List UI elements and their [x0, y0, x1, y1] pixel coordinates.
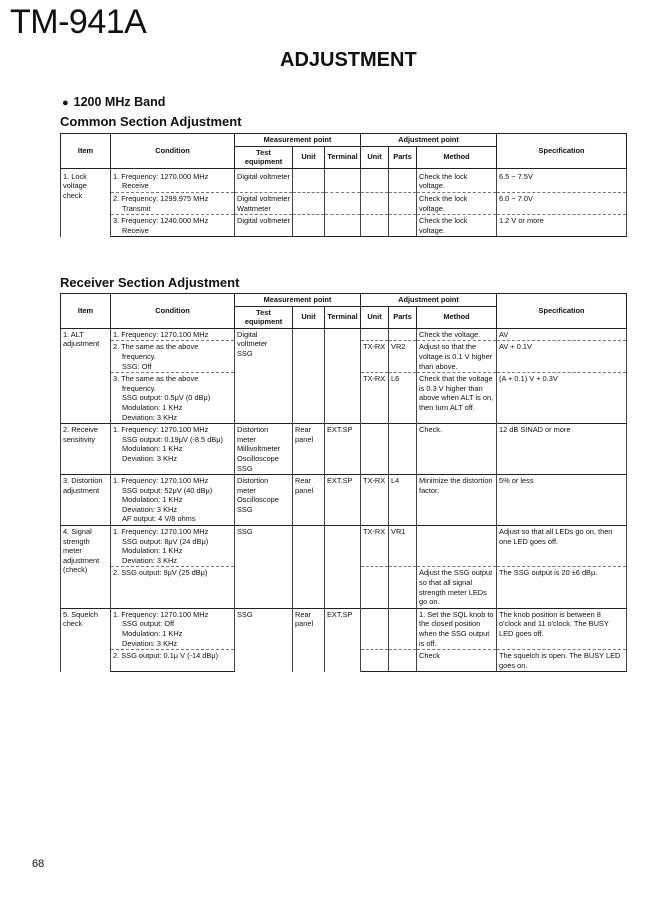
specification-cell: Adjust so that all LEDs go on, then one LED goes off.: [497, 526, 627, 567]
header-adj-unit: Unit: [361, 146, 389, 168]
header-specification: Specification: [497, 134, 627, 169]
specification-cell: 6.5 ~ 7.5V: [497, 168, 627, 192]
parts-cell: L4: [389, 475, 417, 526]
header-measurement-point: Measurement point: [235, 294, 361, 307]
specification-cell: The SSG output is 20 ±6 dBμ.: [497, 567, 627, 608]
header-condition: Condition: [111, 294, 235, 329]
table-row: [61, 608, 627, 649]
header-adjustment-point: Adjustment point: [361, 134, 497, 147]
table-row: [61, 168, 627, 192]
table-row: [61, 475, 627, 526]
header-method: Method: [417, 146, 497, 168]
test-equipment-cell: Distortion meter Oscilloscope SSG: [235, 475, 293, 526]
adj-unit-cell: TX-RX: [361, 526, 389, 567]
header-condition: Condition: [111, 134, 235, 169]
header-specification: Specification: [497, 294, 627, 329]
method-cell: Check the voltage.: [417, 328, 497, 341]
header-measurement-point: Measurement point: [235, 134, 361, 147]
table-row: [61, 192, 627, 214]
specification-cell: 5% or less: [497, 475, 627, 526]
model-name: TM-941A: [10, 3, 147, 41]
band-label-text: 1200 MHz Band: [73, 95, 166, 109]
header-item: Item: [61, 134, 111, 169]
item-cell: 4. Signal strength meter adjustment (check): [61, 526, 111, 609]
header-parts: Parts: [389, 146, 417, 168]
header-terminal: Terminal: [325, 306, 361, 328]
condition-cell: 1. Frequency: 1270.100 MHz SSG output: 0.19μV (-8.5 dBμ) Modulation: 1 KHz Deviation: 3 KHz: [111, 424, 235, 475]
receiver-adjustment-table: [60, 293, 627, 672]
table-row: [61, 215, 627, 237]
header-unit: Unit: [293, 146, 325, 168]
header-adjustment-point: Adjustment point: [361, 294, 497, 307]
header-test-equipment: Test equipment: [235, 306, 293, 328]
specification-cell: AV + 0.1V: [497, 341, 627, 373]
method-cell: Minimize the distortion factor.: [417, 475, 497, 526]
condition-cell: 3. Frequency: 1240.000 MHz Receive: [111, 215, 235, 237]
method-cell: Check.: [417, 424, 497, 475]
condition-cell: 3. The same as the above frequency. SSG output: 0.5μV (0 dBμ) Modulation: 1 KHz Deviation: 3 KHz: [111, 373, 235, 424]
parts-cell: L6: [389, 373, 417, 424]
specification-cell: 1.2 V or more: [497, 215, 627, 237]
condition-cell: 1. Frequency: 1270.100 MHz SSG output: 52μV (40 dBμ) Modulation: 1 KHz Deviation: 3 KHz AF output: 4 V/8 ohms: [111, 475, 235, 526]
adj-unit-cell: TX-RX: [361, 373, 389, 424]
condition-cell: 2. The same as the above frequency. SSG: Off: [111, 341, 235, 373]
method-cell: Adjust so that the voltage is 0.1 V higher than above.: [417, 341, 497, 373]
header-adj-unit: Unit: [361, 306, 389, 328]
test-equipment-cell: Distortion meter Millivoltmeter Oscilloscope SSG: [235, 424, 293, 475]
header-unit: Unit: [293, 306, 325, 328]
terminal-cell: EXT.SP: [325, 475, 361, 526]
parts-cell: VR1: [389, 526, 417, 567]
header-terminal: Terminal: [325, 146, 361, 168]
test-equipment-cell: SSG: [235, 608, 293, 672]
method-cell: Check that the voltage is 0.3 V higher than above when ALT is on, then turn ALT off.: [417, 373, 497, 424]
table-row: [61, 424, 627, 475]
header-test-equipment: Test equipment: [235, 146, 293, 168]
test-equipment-cell: Digital voltmeter: [235, 168, 293, 192]
page-title: ADJUSTMENT: [280, 49, 417, 71]
specification-cell: The knob position is between 8 o'clock and 11 o'clock. The BUSY LED goes off.: [497, 608, 627, 649]
terminal-cell: EXT.SP: [325, 424, 361, 475]
method-cell: Check the lock voltage.: [417, 192, 497, 214]
test-equipment-cell: Digital voltmeter: [235, 215, 293, 237]
table-row: [61, 328, 627, 341]
condition-cell: 1. Frequency: 1270.100 MHz SSG output: Off Modulation: 1 KHz Deviation: 3 KHz: [111, 608, 235, 649]
adj-unit-cell: TX-RX: [361, 341, 389, 373]
parts-cell: VR2: [389, 341, 417, 373]
terminal-cell: EXT.SP: [325, 608, 361, 672]
specification-cell: 12 dB SINAD or more: [497, 424, 627, 475]
common-section-title: Common Section Adjustment: [60, 114, 242, 129]
item-cell: 5. Squelch check: [61, 608, 111, 672]
page-number: 68: [32, 858, 45, 870]
item-cell: 2. Receive sensitivity: [61, 424, 111, 475]
item-cell: 3. Distortion adjustment: [61, 475, 111, 526]
specification-cell: The squelch is open. The BUSY LED goes on.: [497, 650, 627, 672]
item-cell: 1. Lock voltage check: [61, 168, 111, 237]
condition-cell: 2. SSG output: 9μV (25 dBμ): [111, 567, 235, 608]
condition-cell: 2. Frequency: 1299.975 MHz Transmit: [111, 192, 235, 214]
method-cell: Adjust the SSG output so that all signal strength meter LEDs go on.: [417, 567, 497, 608]
condition-cell: 1. Frequency: 1270.000 MHz Receive: [111, 168, 235, 192]
test-equipment-cell: Digital voltmeter Wattmeter: [235, 192, 293, 214]
header-method: Method: [417, 306, 497, 328]
method-cell: 1. Set the SQL knob to the closed position when the SSG output is off.: [417, 608, 497, 649]
item-cell: 1. ALT adjustment: [61, 328, 111, 423]
receiver-section-title: Receiver Section Adjustment: [60, 275, 240, 290]
test-equipment-cell: Digital voltmeter SSG: [235, 328, 293, 423]
condition-cell: 2. SSG output: 0.1μ V (-14 dBμ): [111, 650, 235, 672]
bullet-icon: ●: [62, 97, 69, 109]
band-label: [62, 95, 165, 109]
table-row: [61, 526, 627, 567]
method-cell: Check the lock voltage.: [417, 215, 497, 237]
specification-cell: (A + 0.1) V + 0.3V: [497, 373, 627, 424]
header-parts: Parts: [389, 306, 417, 328]
test-equipment-cell: SSG: [235, 526, 293, 609]
condition-cell: 1. Frequency: 1270.100 MHz: [111, 328, 235, 341]
common-adjustment-table: [60, 133, 627, 237]
condition-cell: 1. Frequency: 1270.100 MHz SSG output: 8μV (24 dBμ) Modulation: 1 KHz Deviation: 3 KHz: [111, 526, 235, 567]
method-cell: Check: [417, 650, 497, 672]
unit-cell: Rear panel: [293, 475, 325, 526]
unit-cell: Rear panel: [293, 424, 325, 475]
specification-cell: AV: [497, 328, 627, 341]
header-item: Item: [61, 294, 111, 329]
adj-unit-cell: TX-RX: [361, 475, 389, 526]
unit-cell: Rear panel: [293, 608, 325, 672]
specification-cell: 6.0 ~ 7.0V: [497, 192, 627, 214]
method-cell: Check the lock voltage.: [417, 168, 497, 192]
